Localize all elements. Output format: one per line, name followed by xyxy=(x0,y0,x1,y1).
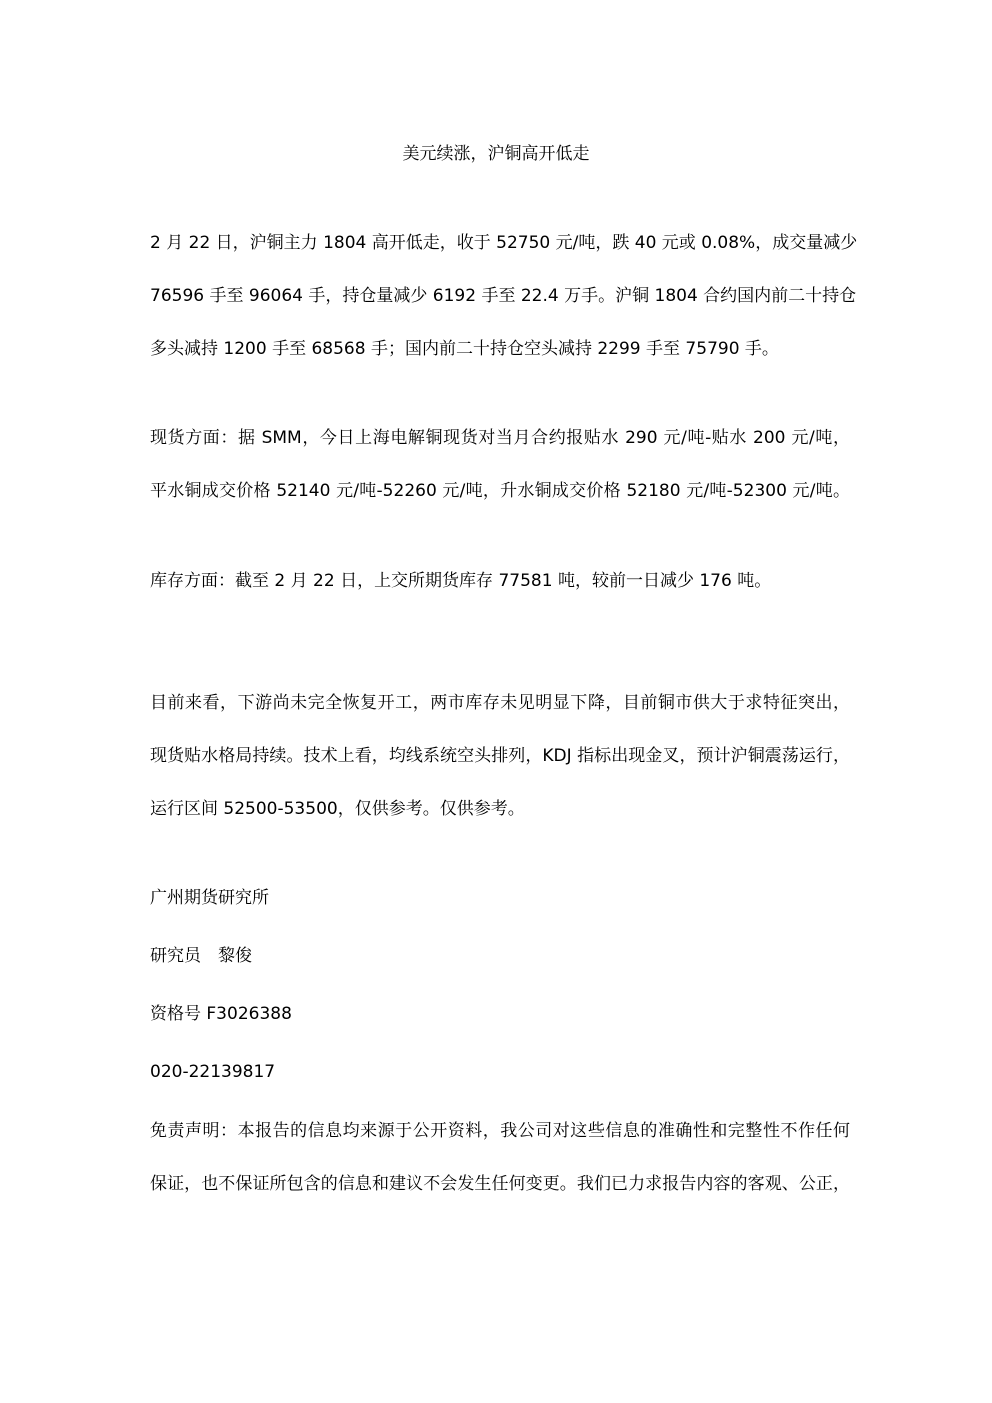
paragraph-outlook xyxy=(150,690,850,849)
disclaimer xyxy=(150,1118,850,1224)
paragraph-spot-market xyxy=(150,425,850,531)
document-title: 美元续涨，沪铜高开低走 xyxy=(402,144,590,164)
paragraph-line: 2 月 22 日，沪铜主力 1804 高开低走，收于 52750 元/吨，跌 40 元或 0.08%，成交量减少 xyxy=(150,233,858,253)
paragraph-market-summary xyxy=(150,230,858,389)
paragraph-line: 库存方面：截至 2 月 22 日，上交所期货库存 77581 吨，较前一日减少 176 吨。 xyxy=(150,571,772,591)
paragraph-line: 76596 手至 96064 手，持仓量减少 6192 手至 22.4 万手。沪铜 1804 合约国内前二十持仓 xyxy=(150,286,857,306)
paragraph-line: 多头减持 1200 手至 68568 手；国内前二十持仓空头减持 2299 手至 75790 手。 xyxy=(150,339,779,359)
paragraph-line: 运行区间 52500-53500，仅供参考。仅供参考。 xyxy=(150,799,525,819)
license-number: 资格号 F3026388 xyxy=(150,1004,292,1024)
researcher-name: 研究员 黎俊 xyxy=(150,946,252,966)
disclaimer-line: 保证，也不保证所包含的信息和建议不会发生任何变更。我们已力求报告内容的客观、公正， xyxy=(150,1174,850,1194)
paragraph-line: 现货方面：据 SMM，今日上海电解铜现货对当月合约报贴水 290 元/吨-贴水 200 元/吨， xyxy=(150,428,850,448)
phone-number: 020-22139817 xyxy=(150,1062,276,1082)
paragraph-line: 目前来看，下游尚未完全恢复开工，两市库存未见明显下降，目前铜市供大于求特征突出， xyxy=(150,693,850,713)
institute-name: 广州期货研究所 xyxy=(150,888,269,908)
paragraph-inventory xyxy=(150,568,850,621)
disclaimer-line: 免责声明：本报告的信息均来源于公开资料，我公司对这些信息的准确性和完整性不作任何 xyxy=(150,1121,850,1141)
paragraph-line: 平水铜成交价格 52140 元/吨-52260 元/吨，升水铜成交价格 52180 元/吨-52300 元/吨。 xyxy=(150,481,850,501)
paragraph-line: 现货贴水格局持续。技术上看，均线系统空头排列，KDJ 指标出现金叉，预计沪铜震荡运行， xyxy=(150,746,850,766)
